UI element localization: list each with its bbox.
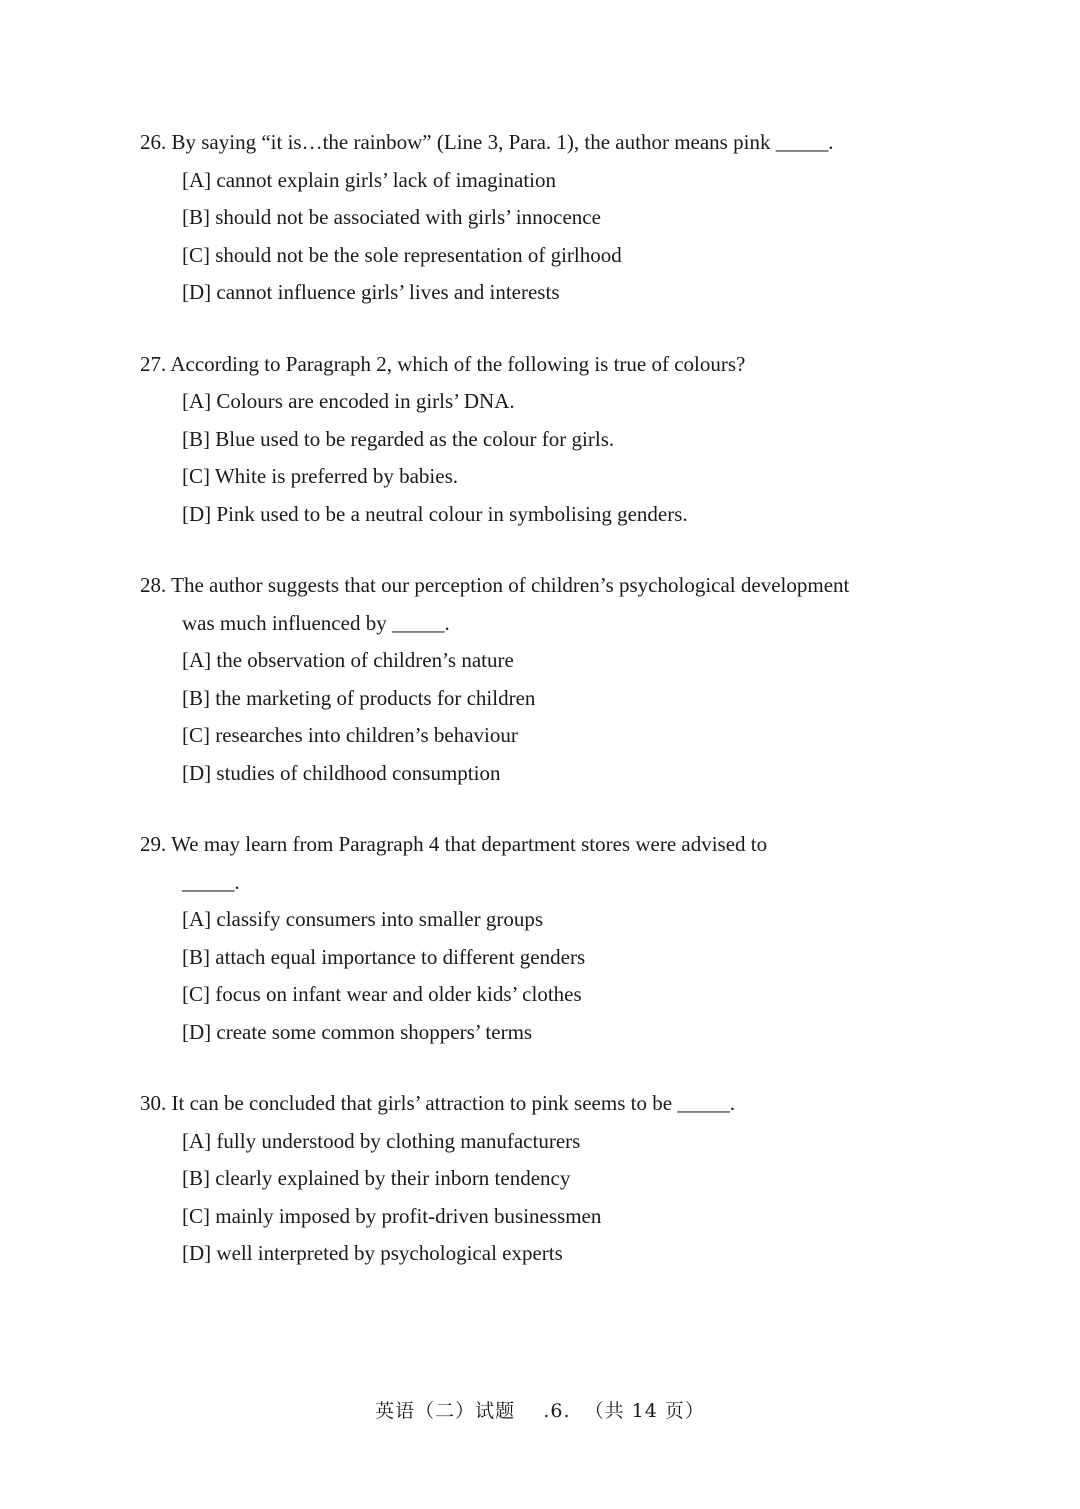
option-b: [B] Blue used to be regarded as the colour for girls. — [182, 426, 615, 451]
question-27 — [140, 346, 950, 534]
option-d: [D] well interpreted by psychological experts — [182, 1241, 563, 1265]
question-stem — [140, 1085, 950, 1123]
option-c: [C] researches into children’s behaviour — [182, 723, 518, 747]
option-b: [B] attach equal importance to different genders — [182, 944, 586, 969]
question-stem-continuation: was much influenced by _____. — [182, 610, 450, 635]
option-c: [C] focus on infant wear and older kids’ clothes — [182, 982, 582, 1006]
question-stem-text: 30. It can be concluded that girls’ attraction to pink seems to be _____. — [140, 1091, 736, 1115]
footer-subject: 英语（二）试题 — [375, 1400, 516, 1422]
question-30 — [140, 1085, 950, 1273]
option-b: [B] should not be associated with girls’ innocence — [182, 205, 601, 229]
option-d: [D] cannot influence girls’ lives and interests — [182, 280, 560, 304]
option-a: [A] cannot explain girls’ lack of imagination — [182, 167, 556, 192]
question-29 — [140, 826, 950, 1051]
question-26 — [140, 124, 950, 312]
option-a: [A] fully understood by clothing manufacturers — [182, 1128, 581, 1153]
question-stem — [140, 567, 950, 642]
question-stem-text: 27. According to Paragraph 2, which of the following is true of colours? — [140, 351, 746, 376]
option-d: [D] studies of childhood consumption — [182, 760, 501, 785]
option-d: [D] Pink used to be a neutral colour in symbolising genders. — [182, 501, 688, 526]
question-stem — [140, 826, 950, 901]
question-stem-text: 29. We may learn from Paragraph 4 that department stores were advised to — [140, 832, 768, 856]
question-stem-text: 26. By saying “it is…the rainbow” (Line 3, Para. 1), the author means pink _____. — [140, 130, 834, 154]
option-c: [C] White is preferred by babies. — [182, 464, 459, 488]
question-stem-text: 28. The author suggests that our perception of children’s psychological development — [140, 573, 850, 597]
option-c: [C] should not be the sole representation of girlhood — [182, 242, 622, 267]
option-list — [140, 383, 950, 533]
option-b: [B] clearly explained by their inborn tendency — [182, 1166, 571, 1190]
option-a: [A] classify consumers into smaller groups — [182, 907, 544, 931]
page-footer — [0, 1396, 1080, 1423]
question-stem — [140, 124, 950, 162]
option-c: [C] mainly imposed by profit-driven businessmen — [182, 1203, 602, 1228]
option-list — [140, 642, 950, 792]
option-list — [140, 1123, 950, 1273]
option-d: [D] create some common shoppers’ terms — [182, 1019, 533, 1044]
option-list — [140, 162, 950, 312]
footer-page-number: .6. — [543, 1400, 571, 1422]
option-list — [140, 901, 950, 1051]
question-28 — [140, 567, 950, 792]
footer-total-pages: （共 14 页） — [584, 1400, 705, 1422]
question-stem-continuation: _____. — [182, 869, 240, 894]
option-a: [A] Colours are encoded in girls’ DNA. — [182, 389, 515, 413]
option-a: [A] the observation of children’s nature — [182, 648, 514, 672]
question-list — [140, 124, 950, 1307]
option-b: [B] the marketing of products for children — [182, 685, 536, 710]
question-stem — [140, 346, 950, 384]
